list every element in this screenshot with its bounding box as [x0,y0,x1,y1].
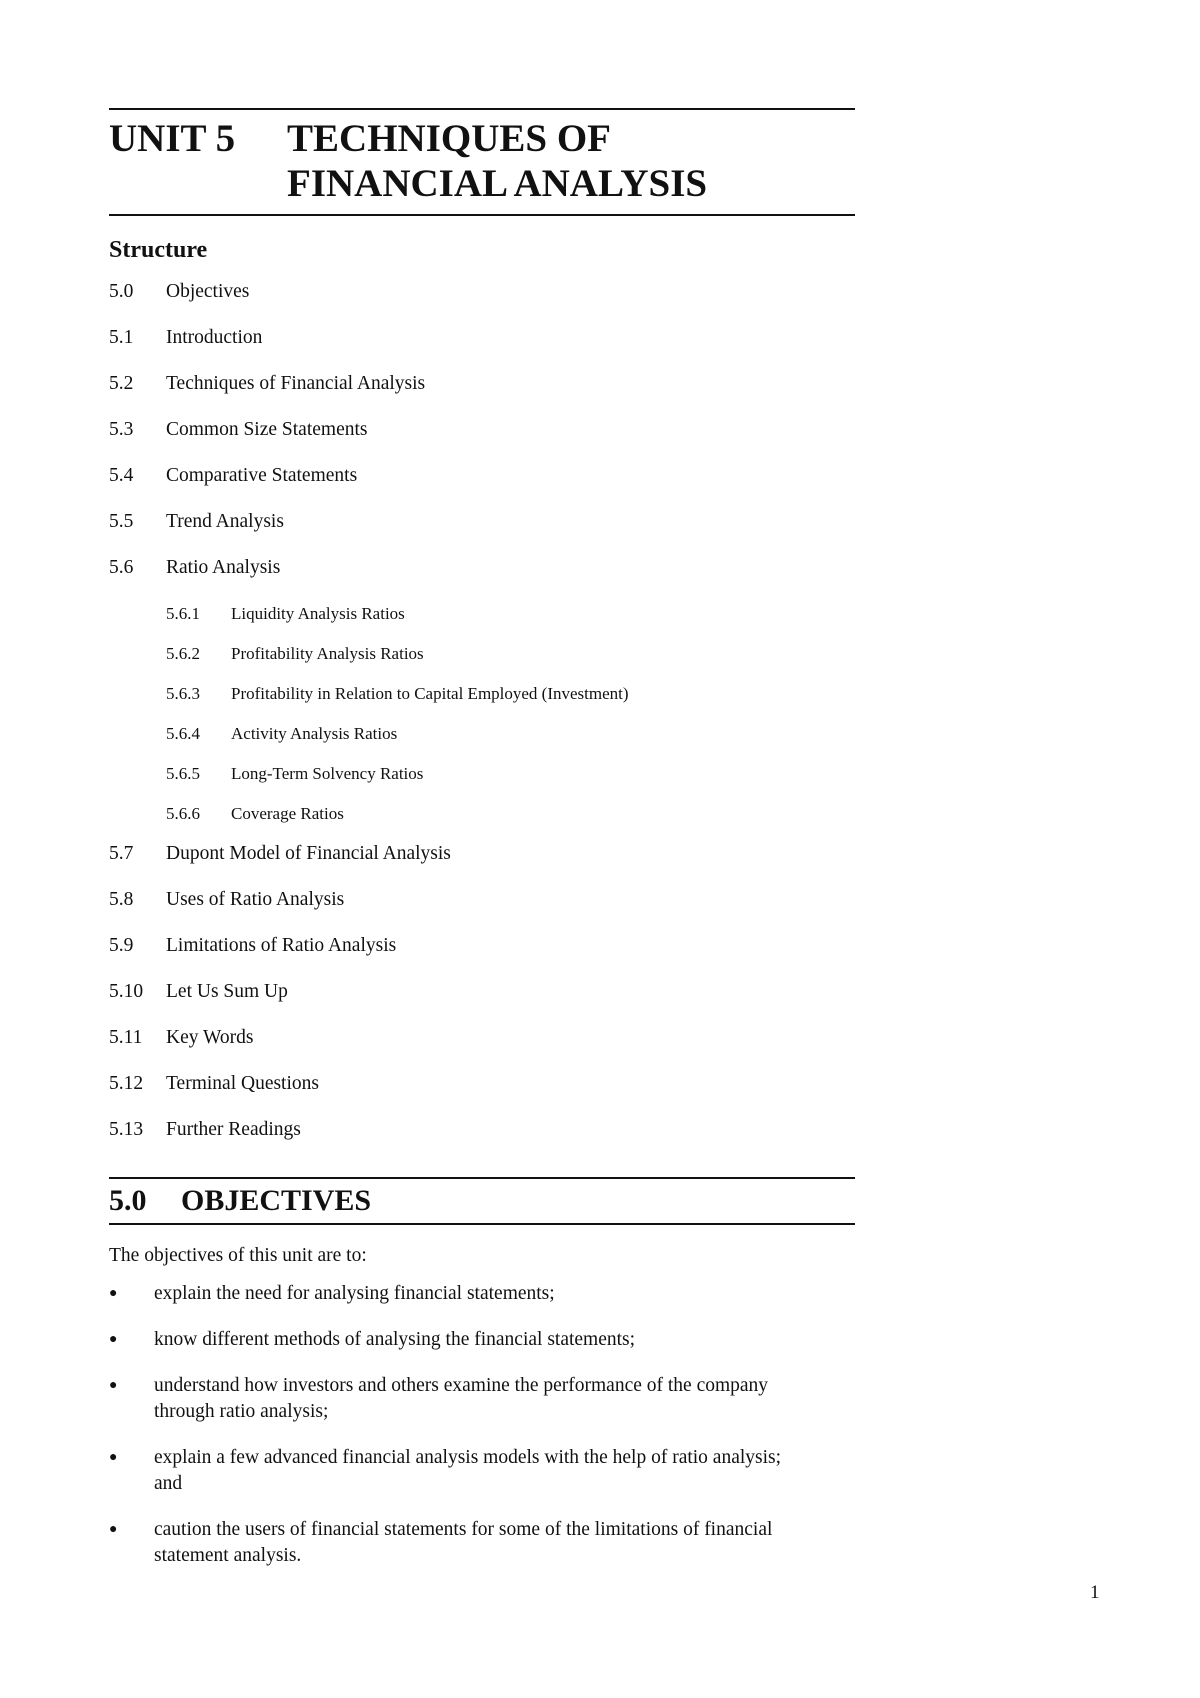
structure-item-label: Profitability Analysis Ratios [231,644,424,663]
structure-item-label: Coverage Ratios [231,804,344,823]
structure-item-number: 5.6.1 [166,604,200,623]
structure-item-number: 5.7 [109,843,134,864]
structure-item-number: 5.6.6 [166,804,200,823]
objectives-number: 5.0 [109,1184,147,1217]
structure-item-number: 5.12 [109,1073,144,1094]
structure-item [109,800,855,840]
structure-item-number: 5.0 [109,281,134,302]
structure-item [109,1116,855,1162]
objective-text: understand how investors and others examine the performance of the company through ratio analysis; [154,1375,769,1422]
title-bottom-rule [109,214,855,216]
structure-list [109,278,855,1162]
structure-item-label: Objectives [166,281,250,302]
bullet-icon: ● [109,1286,118,1301]
structure-item [109,720,855,760]
structure-item-number: 5.6 [109,557,134,578]
objective-item [109,1445,855,1497]
objective-text: caution the users of financial statements for some of the limitations of financial statement analysis. [154,1519,773,1566]
structure-item-label: Uses of Ratio Analysis [166,889,345,910]
structure-item [109,462,855,508]
structure-item [109,1024,855,1070]
objectives-intro: The objectives of this unit are to: [109,1245,367,1266]
structure-item-label: Key Words [166,1027,254,1048]
structure-item-label: Activity Analysis Ratios [231,724,398,743]
structure-item-number: 5.8 [109,889,134,910]
structure-item-label: Let Us Sum Up [166,981,288,1002]
structure-item-number: 5.6.2 [166,644,200,663]
unit-number: UNIT 5 [109,117,236,160]
structure-item [109,932,855,978]
structure-item-label: Liquidity Analysis Ratios [231,604,405,623]
structure-item-label: Terminal Questions [166,1073,319,1094]
structure-item-label: Ratio Analysis [166,557,281,578]
structure-item-number: 5.10 [109,981,144,1002]
structure-item-label: Trend Analysis [166,511,284,532]
page-number: 1 [1090,1582,1100,1603]
structure-item-label: Limitations of Ratio Analysis [166,935,397,956]
structure-item-label: Comparative Statements [166,465,358,486]
structure-item-number: 5.1 [109,327,134,348]
structure-item [109,324,855,370]
objectives-title: OBJECTIVES [181,1184,372,1217]
structure-item-number: 5.6.4 [166,724,200,743]
objective-text: explain the need for analysing financial statements; [154,1283,555,1304]
structure-item-label: Profitability in Relation to Capital Employed (Investment) [231,684,629,703]
structure-heading: Structure [109,237,208,263]
structure-item-number: 5.5 [109,511,134,532]
structure-item-number: 5.9 [109,935,134,956]
structure-item-label: Introduction [166,327,263,348]
structure-item [109,886,855,932]
structure-item-label: Techniques of Financial Analysis [166,373,426,394]
structure-item [109,600,855,640]
objectives-list [109,1281,855,1569]
unit-title-text: TECHNIQUES OF FINANCIAL ANALYSIS [287,117,708,205]
structure-item [109,508,855,554]
structure-item [109,760,855,800]
structure-item [109,640,855,680]
structure-item [109,978,855,1024]
objective-text: know different methods of analysing the financial statements; [154,1329,636,1350]
structure-item-number: 5.11 [109,1027,143,1048]
objective-text: explain a few advanced financial analysis models with the help of ratio analysis; and [154,1447,782,1494]
structure-item [109,840,855,886]
bullet-icon: ● [109,1522,118,1537]
unit-title [109,110,855,214]
objective-item [109,1281,855,1307]
structure-item-label: Common Size Statements [166,419,368,440]
structure-item-number: 5.4 [109,465,134,486]
structure-item-label: Long-Term Solvency Ratios [231,764,424,783]
structure-item-number: 5.6.3 [166,684,200,703]
structure-item-number: 5.13 [109,1119,144,1140]
structure-item-number: 5.6.5 [166,764,200,783]
structure-item-number: 5.2 [109,373,134,394]
objectives-heading [109,1177,855,1225]
structure-item [109,1070,855,1116]
structure-item [109,370,855,416]
objective-item [109,1327,855,1353]
bullet-icon: ● [109,1332,118,1347]
structure-item-number: 5.3 [109,419,134,440]
page-content [109,108,855,1589]
structure-item-label: Dupont Model of Financial Analysis [166,843,451,864]
structure-item [109,680,855,720]
structure-item [109,416,855,462]
bullet-icon: ● [109,1450,118,1465]
structure-item-label: Further Readings [166,1119,301,1140]
structure-item [109,278,855,324]
bullet-icon: ● [109,1378,118,1393]
objective-item [109,1517,855,1569]
objective-item [109,1373,855,1425]
structure-item [109,554,855,600]
